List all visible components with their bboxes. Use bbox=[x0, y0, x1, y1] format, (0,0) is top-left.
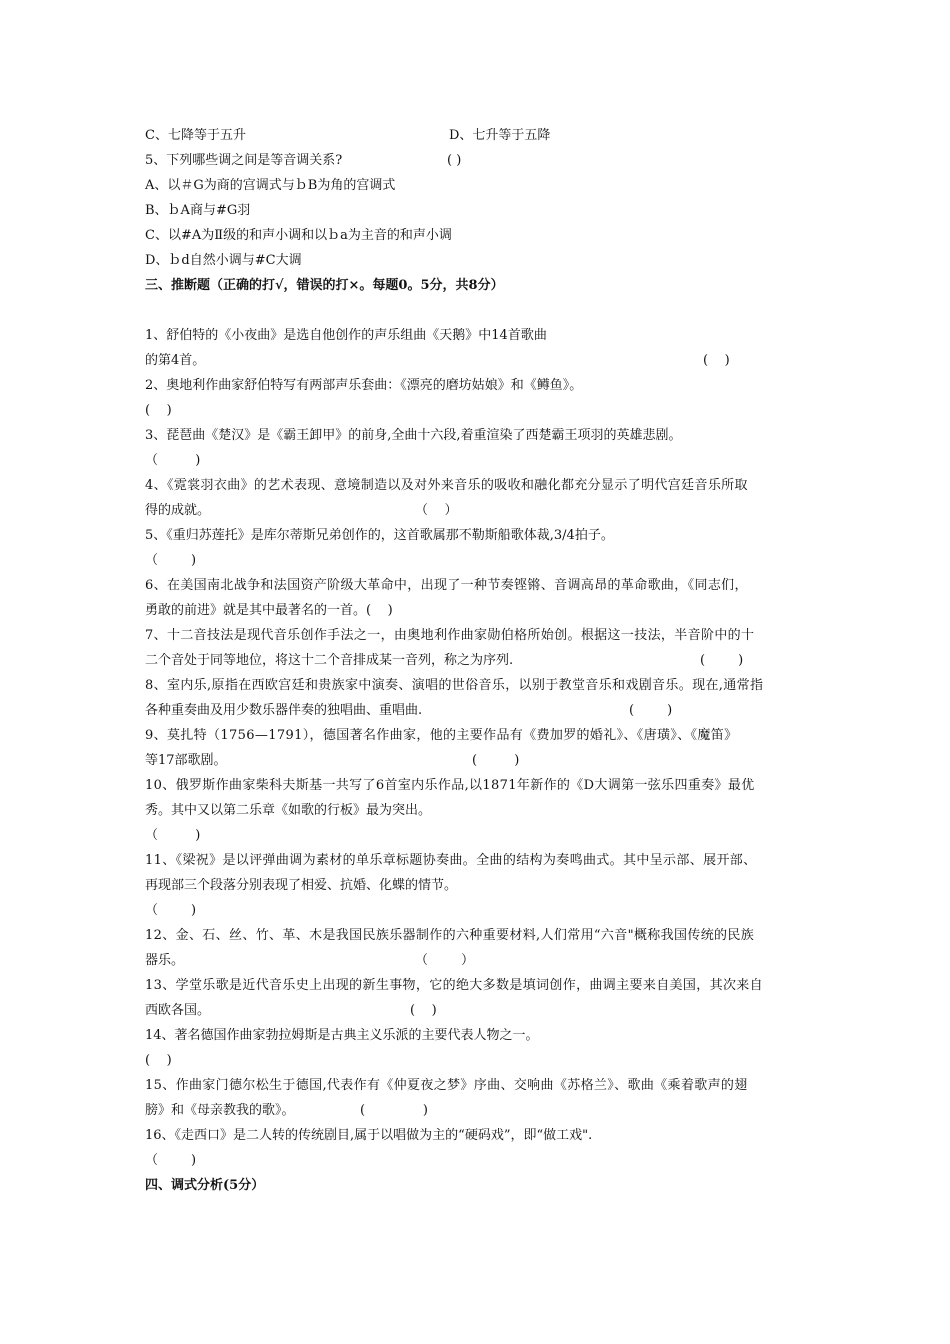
item13-line2: 西欧各国。 bbox=[145, 1003, 211, 1018]
item9-line2: 等17部歌剧。 bbox=[145, 753, 227, 768]
item12-answer-paren[interactable]: （ ） bbox=[415, 953, 475, 968]
item7-line1: 7、十二音技法是现代音乐创作手法之一，由奥地利作曲家勋伯格所始创。根据这一技法，半音阶中的十 bbox=[145, 628, 755, 643]
item6-line2: 勇敢的前进》就是其中最著名的一首。( ) bbox=[145, 603, 393, 618]
item16-answer-paren[interactable]: （ ) bbox=[145, 1153, 197, 1168]
q5-option-c: C、以#A为Ⅱ级的和声小调和以ｂa为主音的和声小调 bbox=[145, 228, 452, 243]
item10-line1: 10、俄罗斯作曲家柴科夫斯基一共写了6首室内乐作品,以1871年新作的《D大调第一弦乐四重奏》最优 bbox=[145, 778, 755, 793]
item11-answer-paren[interactable]: （ ) bbox=[145, 903, 197, 918]
section4-title: 四、调式分析(5分） bbox=[145, 1178, 265, 1193]
item4-line1: 4、《霓裳羽衣曲》的艺术表现、意境制造以及对外来音乐的吸收和融化都充分显示了明代宫廷音乐所取 bbox=[145, 478, 748, 493]
item4-answer-paren[interactable]: （ ） bbox=[415, 503, 458, 518]
item2-answer-paren[interactable]: ( ) bbox=[145, 403, 172, 418]
item14-line1: 14、著名德国作曲家勃拉姆斯是古典主义乐派的主要代表人物之一。 bbox=[145, 1028, 539, 1043]
item14-answer-paren[interactable]: ( ) bbox=[145, 1053, 172, 1068]
item10-answer-paren[interactable]: （ ) bbox=[145, 828, 201, 843]
item7-line2: 二个音处于同等地位，将这十二个音排成某一音列，称之为序列. bbox=[145, 653, 514, 668]
item9-answer-paren[interactable]: ( ) bbox=[472, 753, 520, 768]
item12-line2: 器乐。 bbox=[145, 953, 185, 968]
item15-answer-paren[interactable]: ( ) bbox=[360, 1103, 428, 1118]
item8-answer-paren[interactable]: ( ) bbox=[629, 703, 673, 718]
item11-line1: 11、《梁祝》是以评弹曲调为素材的单乐章标题协奏曲。全曲的结构为奏鸣曲式。其中呈示部、展开部、 bbox=[145, 853, 757, 868]
item11-line2: 再现部三个段落分别表现了相爱、抗婚、化蝶的情节。 bbox=[145, 878, 458, 893]
item1-answer-paren[interactable]: ( ) bbox=[703, 353, 730, 368]
q5-answer-paren[interactable]: ( ) bbox=[447, 153, 462, 168]
item8-line2: 各种重奏曲及用少数乐器伴奏的独唱曲、重唱曲. bbox=[145, 703, 423, 718]
item16-line1: 16、《走西口》是二人转的传统剧目,属于以唱做为主的“硬码戏”，即“做工戏". bbox=[145, 1128, 593, 1143]
item4-line2: 得的成就。 bbox=[145, 503, 211, 518]
item1-line1: 1、舒伯特的《小夜曲》是选自他创作的声乐组曲《天鹅》中14首歌曲 bbox=[145, 328, 547, 343]
q5-option-a: A、以＃G为商的宫调式与ｂB为角的宫调式 bbox=[145, 178, 396, 193]
item9-line1: 9、莫扎特（1756—1791），德国著名作曲家，他的主要作品有《费加罗的婚礼》、《唐璜》、《魔笛》 bbox=[145, 728, 738, 743]
item10-line2: 秀。其中又以第二乐章《如歌的行板》最为突出。 bbox=[145, 803, 432, 818]
item2-line1: 2、奥地利作曲家舒伯特写有两部声乐套曲：《漂亮的磨坊姑娘》和《鳟鱼》。 bbox=[145, 378, 583, 393]
option-d: D、七升等于五降 bbox=[449, 128, 551, 143]
item15-line1: 15、作曲家门德尔松生于德国,代表作有《仲夏夜之梦》序曲、交响曲《苏格兰》、歌曲《乘着歌声的翅 bbox=[145, 1078, 748, 1093]
option-c: C、七降等于五升 bbox=[145, 128, 246, 143]
item5-answer-paren[interactable]: （ ) bbox=[145, 553, 197, 568]
item15-line2: 膀》和《母亲教我的歌》。 bbox=[145, 1103, 295, 1118]
item3-answer-paren[interactable]: （ ) bbox=[145, 453, 201, 468]
item5-line1: 5、《重归苏莲托》是库尔蒂斯兄弟创作的，这首歌属那不勒斯船歌体裁,3/4拍子。 bbox=[145, 528, 614, 543]
item12-line1: 12、金、石、丝、竹、革、木是我国民族乐器制作的六种重要材料,人们常用“六音"概称我国传统的民族 bbox=[145, 928, 755, 943]
q5-option-d: D、ｂd自然小调与#C大调 bbox=[145, 253, 302, 268]
section3-title: 三、推断题（正确的打√，错误的打×。每题0。5分，共8分） bbox=[145, 278, 504, 293]
item3-line1: 3、琵琶曲《楚汉》是《霸王卸甲》的前身,全曲十六段,着重渲染了西楚霸王项羽的英雄悲剧。 bbox=[145, 428, 682, 443]
item6-line1: 6、在美国南北战争和法国资产阶级大革命中，出现了一种节奏铿锵、音调高昂的革命歌曲，《同志们， bbox=[145, 578, 748, 593]
item8-line1: 8、室内乐,原指在西欧宫廷和贵族家中演奏、演唱的世俗音乐，以别于教堂音乐和戏剧音乐。现在,通常指 bbox=[145, 678, 764, 693]
item13-answer-paren[interactable]: ( ) bbox=[410, 1003, 437, 1018]
q5-option-b: B、ｂA商与#G羽 bbox=[145, 203, 251, 218]
item13-line1: 13、学堂乐歌是近代音乐史上出现的新生事物，它的绝大多数是填词创作，曲调主要来自美国，其次来自 bbox=[145, 978, 763, 993]
q5-stem: 5、下列哪些调之间是等音调关系? bbox=[145, 153, 343, 168]
item1-line2: 的第4首。 bbox=[145, 353, 206, 368]
item7-answer-paren[interactable]: ( ) bbox=[700, 653, 744, 668]
